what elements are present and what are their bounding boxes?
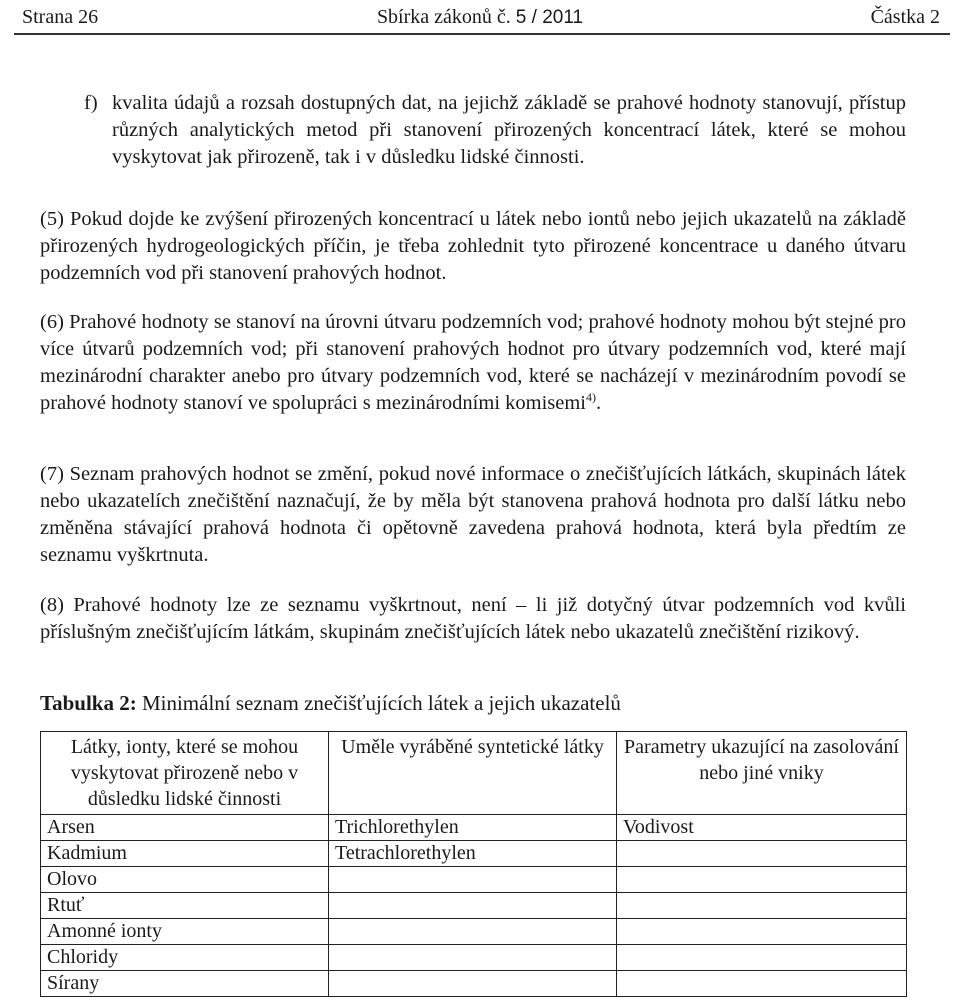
table-header-row xyxy=(41,732,907,815)
table-cell: Chloridy xyxy=(41,945,329,971)
table-row xyxy=(41,893,907,919)
table-cell xyxy=(617,945,907,971)
paragraph-6-text: (6) Prahové hodnoty se stanoví na úrovni útvaru podzemních vod; prahové hodnoty mohou být stejné pro více útvarů podzemních vod; při stanovení prahových hodnot pro útvary podzemních vod, které mají mezinárodní charakter anebo pro útvary podzemních vod, které se nacházejí v mezinárodním povodí se prahové hodnoty stanoví ve spolupráci s mezinárodními komisemi xyxy=(40,311,906,414)
header-rule xyxy=(14,33,950,35)
table-row xyxy=(41,971,907,997)
table-caption-text: Minimální seznam znečišťujících látek a jejich ukazatelů xyxy=(141,691,621,715)
table-cell: Vodivost xyxy=(617,815,907,841)
paragraph-5: (5) Pokud dojde ke zvýšení přirozených koncentrací u látek nebo iontů nebo jejich ukazatelů na základě přirozených hydrogeologických příčin, je třeba zohlednit tyto přirozené koncentrace u daného útvaru podzemních vod při stanovení prahových hodnot. xyxy=(40,208,906,284)
table-cell: Amonné ionty xyxy=(41,919,329,945)
item-f-label: f) xyxy=(84,92,98,114)
item-f-text: kvalita údajů a rozsah dostupných dat, na jejichž základě se prahové hodnoty stanovují, přístup různých analytických metod při stanovení přirozených koncentrací látek, které se mohou vyskytovat jak přirozeně, tak i v důsledku lidské činnosti. xyxy=(112,92,906,168)
column-header-natural: Látky, ionty, které se mohou vyskytovat přirozeně nebo v důsledku lidské činnosti xyxy=(41,732,329,815)
paragraph-7: (7) Seznam prahových hodnot se změní, pokud nové informace o znečišťujících látkách, skupinách látek nebo ukazatelích znečištění naznačují, že by měla být stanovena prahová hodnota pro další látku nebo změněna stávající prahová hodnota či opětovně zavedena prahová hodnota, která byla předtím ze seznamu vyškrtnuta. xyxy=(40,463,906,566)
table-cell xyxy=(329,919,617,945)
table-cell: Sírany xyxy=(41,971,329,997)
table-cell xyxy=(617,841,907,867)
part-number: Částka 2 xyxy=(870,6,940,28)
collection-prefix: Sbírka zákonů č. xyxy=(376,6,511,28)
pollutant-table xyxy=(40,731,907,997)
paragraph-6-end: . xyxy=(596,392,602,414)
paragraph-8: (8) Prahové hodnoty lze ze seznamu vyškrtnout, není – li již dotyčný útvar podzemních vod kvůli příslušným znečišťujícím látkám, skupinám znečišťujících látek nebo ukazatelů znečištění rizikový. xyxy=(40,594,906,643)
table-cell xyxy=(329,893,617,919)
column-header-salinity: Parametry ukazující na zasolování nebo jiné vniky xyxy=(617,732,907,815)
table-cell xyxy=(617,919,907,945)
table-row xyxy=(41,867,907,893)
page-number: Strana 26 xyxy=(22,6,99,28)
table-caption-label: Tabulka 2: xyxy=(40,691,137,715)
table-cell: Kadmium xyxy=(41,841,329,867)
table-cell: Tetrachlorethylen xyxy=(329,841,617,867)
table-cell xyxy=(617,867,907,893)
table-cell xyxy=(617,893,907,919)
table-cell: Rtuť xyxy=(41,893,329,919)
table-cell: Arsen xyxy=(41,815,329,841)
table-cell xyxy=(329,867,617,893)
table-row xyxy=(41,841,907,867)
column-header-synthetic: Uměle vyráběné syntetické látky xyxy=(329,732,617,815)
table-row xyxy=(41,815,907,841)
page-header xyxy=(0,0,960,36)
table-cell xyxy=(329,945,617,971)
item-f xyxy=(76,90,906,171)
table-caption xyxy=(40,691,621,716)
table-row xyxy=(41,945,907,971)
table-cell xyxy=(617,971,907,997)
table-row xyxy=(41,919,907,945)
table-cell xyxy=(329,971,617,997)
paragraph-6 xyxy=(40,309,906,417)
table-cell: Trichlorethylen xyxy=(329,815,617,841)
collection-number: 5 / 2011 xyxy=(515,7,584,28)
footnote-reference[interactable]: 4) xyxy=(586,390,596,405)
table-cell: Olovo xyxy=(41,867,329,893)
collection-title xyxy=(0,6,960,29)
